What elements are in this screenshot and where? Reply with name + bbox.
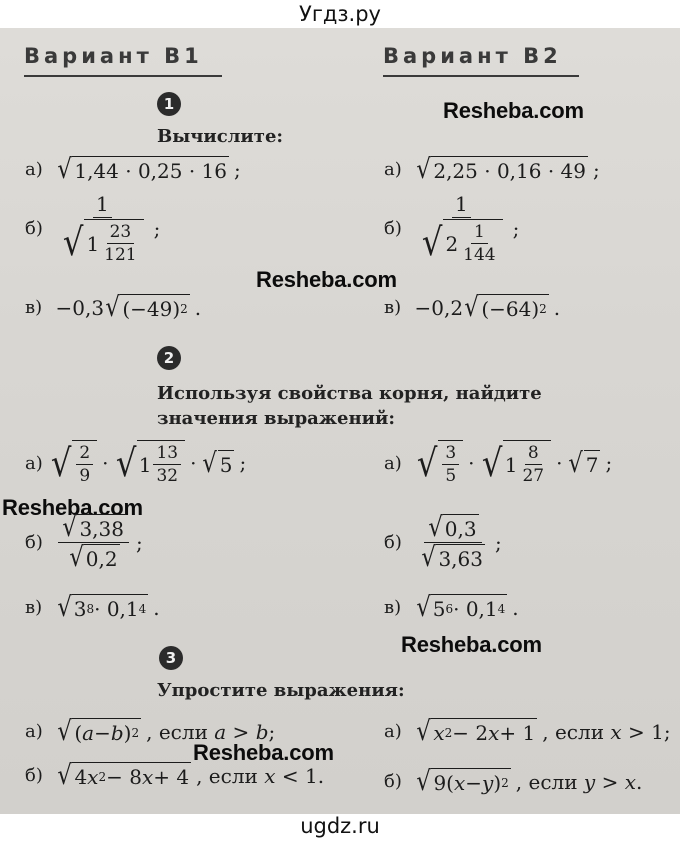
b2-task3-b: б) √ 9( x − y ) 2 , если y > x . [384,766,643,797]
b2-task1-a: а) √ 2,25 · 0,16 · 49 ; [384,154,600,185]
b1-task1-b: б) 1 √ 1 $\frac{23}{121}$ ; [25,192,161,265]
b2-task1-b: б) 1 √ 2 $\frac{1}{144}$ ; [384,192,520,265]
b1-task2-v: в) √ 3 8 · 0,1 4 . [25,592,160,623]
task-3-number-badge: 3 [159,646,183,670]
variant-b2-heading: Вариант В2 [383,44,562,68]
site-header: Угдз.ру [299,2,381,26]
b2-task3-a-expression: √ x 2 − 2 x + 1 , если x > 1; [416,716,671,747]
task-2-number-badge: 2 [157,346,181,370]
watermark: Resheba.com [443,98,584,123]
b2-task1-a-expression: √ 2,25 · 0,16 · 49 ; [416,154,600,185]
b2-task3-a: а) √ x 2 − 2 x + 1 , если x > 1; [384,716,671,747]
b1-task3-b-expression: √ 4 x 2 − 8 x + 4 , если x < 1. [57,760,325,791]
b1-task3-a-expression: √ ( a − b ) 2 , если a > b ; [57,716,276,747]
b2-task1-b-expression: 1 √ 2 $\frac{1}{144}$ ; [422,192,520,265]
b1-task1-v: в) −0,3 √ (−49) 2 . [25,292,202,323]
b2-task2-v-expression: √ 5 6 · 0,1 4 . [415,592,519,623]
task-1-title: Вычислите: [157,126,284,147]
b1-task2-a: а) √ $\frac{2}{9}$ · √ 1 $\frac{13}{32}$ · √ 5 ; [25,441,247,486]
watermark: Resheba.com [401,632,542,657]
variant-b2-underline [383,75,579,77]
task-2-title: Используя свойства корня, найдите значения выражений: [157,383,542,429]
b2-task2-a-expression: √ $\frac{3}{5}$ · √ 1 $\frac{8}{27}$ · √ 7 ; [416,441,613,486]
task-3-title: Упростите выражения: [157,680,405,701]
b2-task2-v: в) √ 5 6 · 0,1 4 . [384,592,519,623]
textbook-page [0,28,680,814]
b2-task2-b: б) √ 0,3 √ 3,63 ; [384,512,502,573]
watermark: Resheba.com [2,495,143,520]
b1-task1-a: а) √ 1,44 · 0,25 · 16 ; [25,154,241,185]
b1-task3-a: а) √ ( a − b ) 2 , если a > b ; [25,716,276,747]
site-footer: ugdz.ru [300,814,380,838]
b1-task2-b: б) √ 3,38 √ 0,2 ; [25,512,143,573]
variant-b1-underline [24,75,222,77]
b1-task2-b-expression: √ 3,38 √ 0,2 ; [56,514,143,571]
b2-task2-b-expression: √ 0,3 √ 3,63 ; [421,512,502,573]
b2-task1-v-expression: −0,2 √ (−64) 2 . [414,292,561,323]
b1-task3-b: б) √ 4 x 2 − 8 x + 4 , если x < 1. [25,760,325,791]
b1-task1-v-expression: −0,3 √ (−49) 2 . [55,292,202,323]
b2-task1-v: в) −0,2 √ (−64) 2 . [384,292,561,323]
task-1-number-badge: 1 [157,92,181,116]
b1-task1-b-expression: 1 √ 1 $\frac{23}{121}$ ; [63,192,161,265]
variant-b1-heading: Вариант В1 [24,44,203,68]
b2-task3-b-expression: √ 9( x − y ) 2 , если y > x . [416,766,643,797]
watermark: Resheba.com [256,267,397,292]
watermark: Resheba.com [193,740,334,765]
b1-task1-a-expression: √ 1,44 · 0,25 · 16 ; [57,154,241,185]
b1-task2-a-expression: √ $\frac{2}{9}$ · √ 1 $\frac{13}{32}$ · √ 5 ; [50,441,247,486]
b2-task2-a: а) √ $\frac{3}{5}$ · √ 1 $\frac{8}{27}$ · √ 7 ; [384,441,613,486]
b1-task2-v-expression: √ 3 8 · 0,1 4 . [56,592,160,623]
